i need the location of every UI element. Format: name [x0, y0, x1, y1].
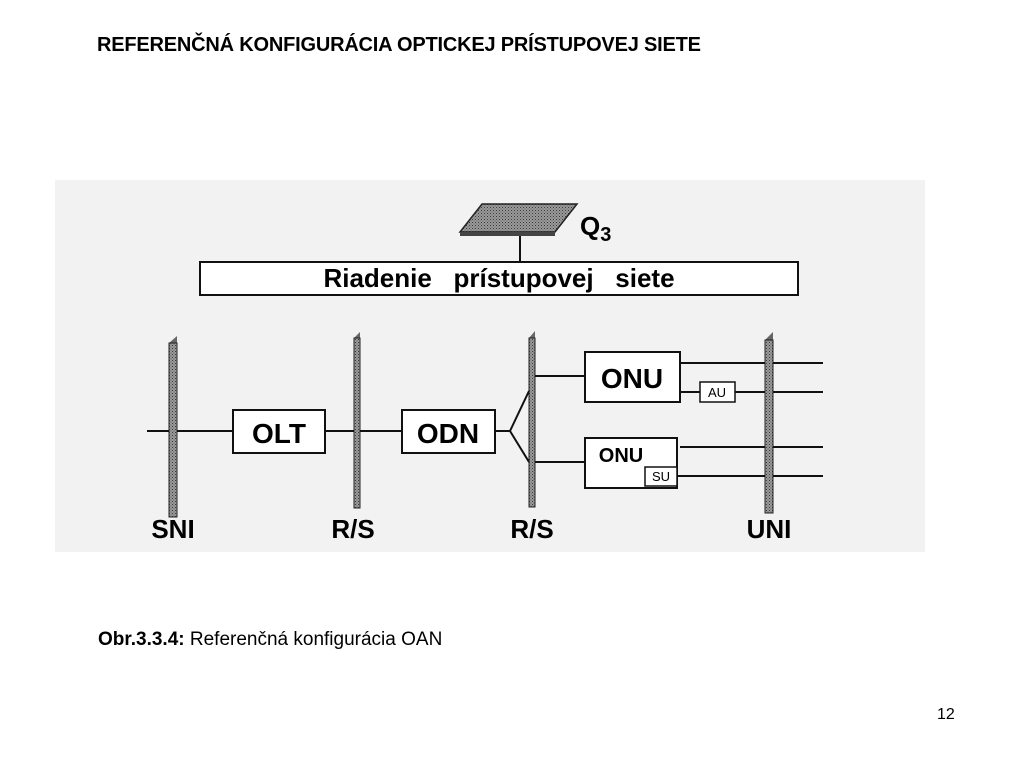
- rs-interface-bar-1: [354, 332, 360, 508]
- uni-interface-bar: [765, 332, 773, 513]
- oan-reference-diagram: [55, 180, 925, 552]
- onu-label-1: ONU: [600, 363, 664, 394]
- su-label: SU: [651, 469, 671, 484]
- au-label: AU: [707, 385, 727, 400]
- q3-label-sub: 3: [600, 224, 612, 246]
- management-box-label: Riadenie prístupovej siete: [323, 263, 675, 293]
- rs-interface-bar-2: [529, 331, 535, 507]
- page-number: 12: [937, 706, 955, 723]
- rs-label-2: R/S: [510, 514, 554, 544]
- q3-label: [580, 211, 611, 246]
- caption-text: Referenčná konfigurácia OAN: [184, 629, 443, 650]
- olt-label: OLT: [252, 418, 306, 449]
- rs-label-1: R/S: [331, 514, 375, 544]
- slide-title: REFERENČNÁ KONFIGURÁCIA OPTICKEJ PRÍSTUPOVEJ SIETE: [97, 34, 701, 56]
- onu-label-2: ONU: [598, 445, 644, 467]
- q3-plate: [460, 204, 577, 236]
- sni-interface-bar: [169, 336, 177, 517]
- odn-label: ODN: [416, 418, 480, 449]
- figure-caption: [98, 629, 442, 651]
- uni-label: UNI: [746, 514, 792, 544]
- caption-label: Obr.3.3.4:: [98, 629, 185, 650]
- q3-label-main: Q: [580, 211, 601, 241]
- sni-label: SNI: [151, 514, 195, 544]
